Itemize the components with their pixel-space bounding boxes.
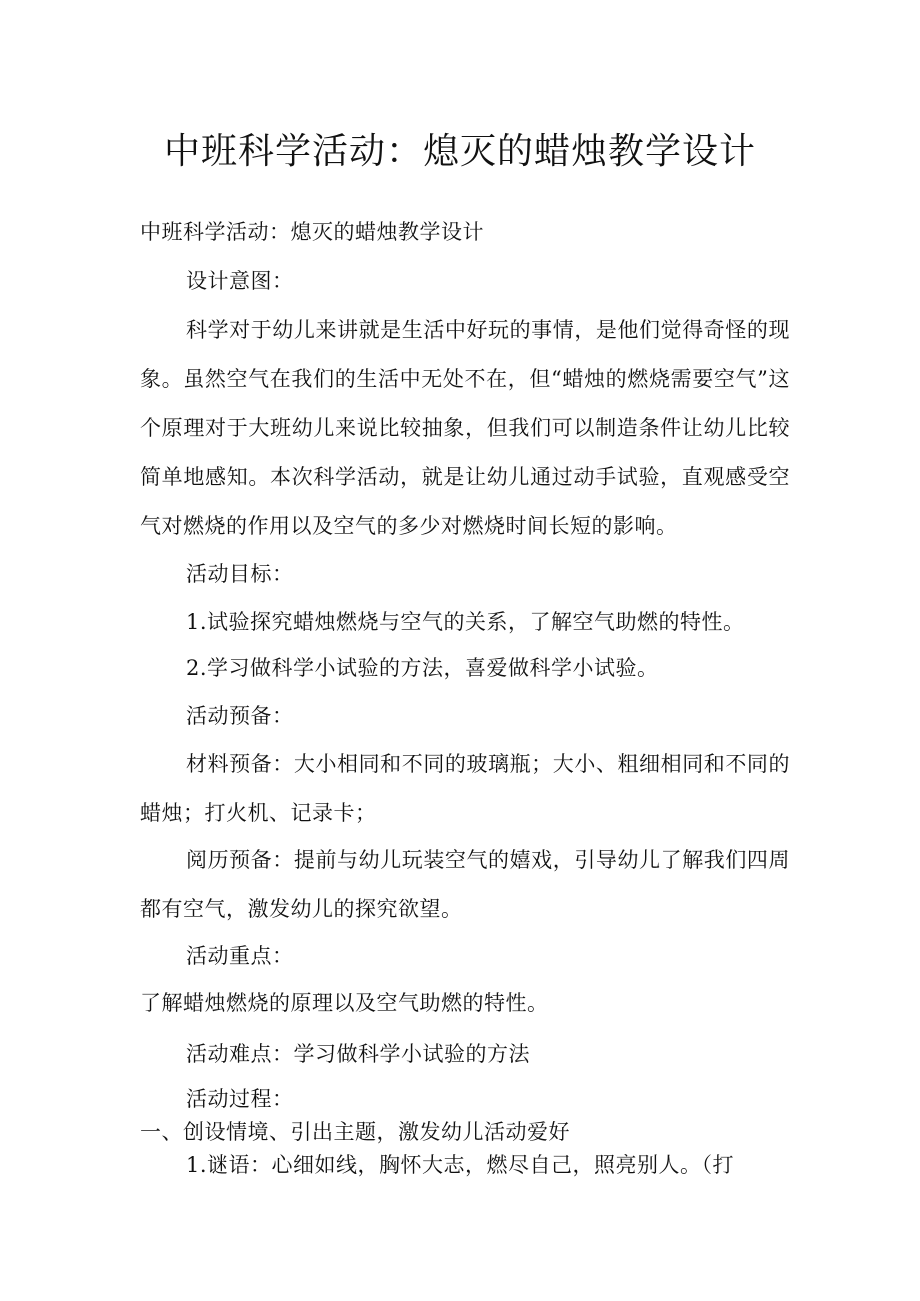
goals-heading: 活动目标： [186, 562, 294, 586]
prep-experience: 阅历预备：提前与幼儿玩装空气的嬉戏，引导幼儿了解我们四周都有空气，激发幼儿的探究欲望。 [140, 848, 790, 921]
design-intent-body: 科学对于幼儿来讲就是生活中好玩的事情，是他们觉得奇怪的现象。虽然空气在我们的生活中无处不在，但“蜡烛的燃烧需要空气”这个原理对于大班幼儿来说比较抽象，但我们可以制造条件让幼儿比较简单地感知。本次科学活动，就是让幼儿通过动手试验，直观感受空气对燃烧的作用以及空气的多少对燃烧时间长短的影响。 [140, 318, 790, 538]
difficulty-line: 活动难点：学习做科学小试验的方法 [186, 1042, 530, 1066]
design-intent-heading: 设计意图： [186, 269, 294, 293]
document-title: 中班科学活动：熄灭的蜡烛教学设计 [163, 131, 756, 172]
goal-item-2: 2.学习做科学小试验的方法，喜爱做科学小试验。 [186, 656, 659, 680]
document-subtitle: 中班科学活动：熄灭的蜡烛教学设计 [140, 220, 484, 244]
process-step-1: 一、创设情境、引出主题，激发幼儿活动爱好 [140, 1120, 570, 1144]
goal-item-1: 1.试验探究蜡烛燃烧与空气的关系，了解空气助燃的特性。 [186, 610, 745, 634]
key-point-body: 了解蜡烛燃烧的原理以及空气助燃的特性。 [140, 991, 549, 1015]
process-heading: 活动过程： [186, 1087, 294, 1111]
prep-materials: 材料预备：大小相同和不同的玻璃瓶；大小、粗细相同和不同的蜡烛；打火机、记录卡； [140, 752, 790, 825]
riddle-line: 1.谜语：心细如线，胸怀大志，燃尽自己，照亮别人。（打 [186, 1153, 735, 1177]
prep-heading: 活动预备： [186, 704, 294, 728]
key-point-heading: 活动重点： [186, 944, 294, 968]
